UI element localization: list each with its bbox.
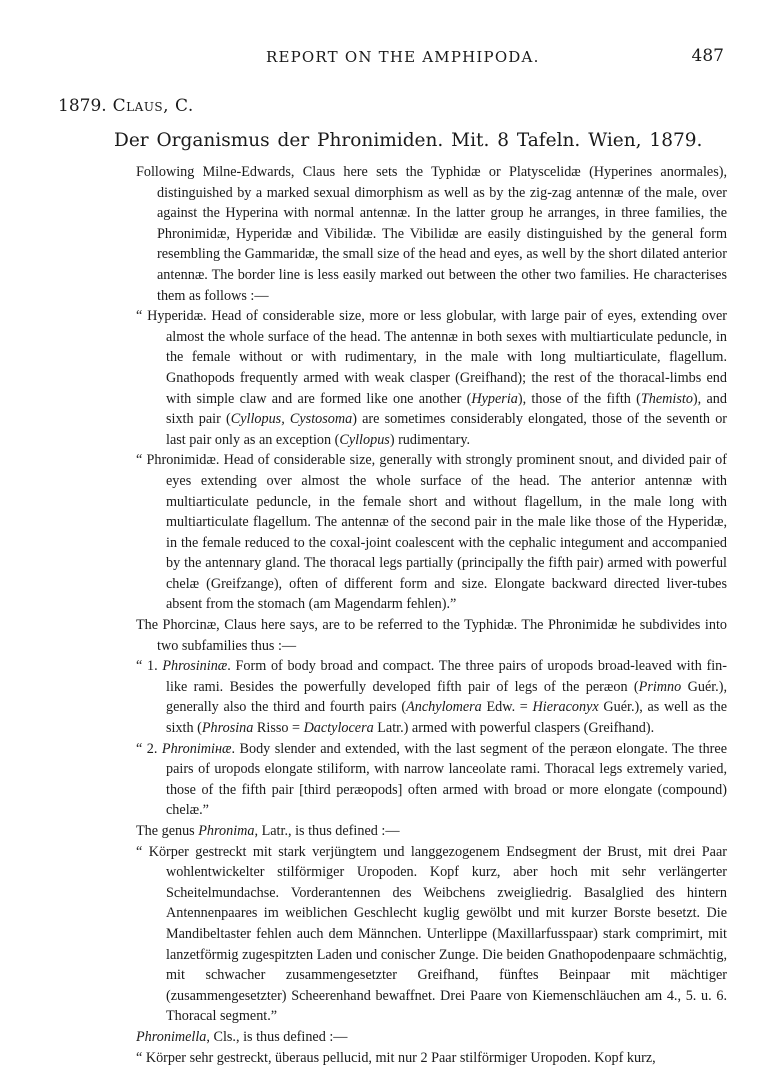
paragraph-phronimidae: “ Phronimidæ. Head of considerable size, generally with strongly prominent snout, and divided pair of eyes extending over almost the whole surface of the head. The anterior antennæ with multiarticulate peduncle, in the female short and without flagellum, in the male long with multiarticulate flagellum. The antennæ of the second pair in the male like those of the Hyperidæ, in the female reduced to the coxal-joint coalescent with the cephalic integument and accompanied by the antennary gland. The thoracal legs partially (principally the fifth pair) armed with powerful chelæ (Greifzange), often of different form and size. Elongate backward directed liver-tubes absent from the stomach (am Magendarm fehlen).”	[136, 452, 727, 613]
paragraph-genus-phronima: The genus Phronima, Latr., is thus defined :—	[136, 823, 400, 839]
entry-author: Claus, C.	[112, 96, 194, 116]
entry-heading	[58, 96, 194, 116]
article-body	[136, 162, 727, 1068]
paragraph-phroniminae: “ 2. Phronimінæ. Body slender and extended, with the last segment of the peræon elongate. The three pairs of uropods elongate stiliform, with narrow lanceolate rami. Thoracal legs extremely varied, those of the fifth pair [third peræopods] often armed with broad or more elongate (compound) chelæ.”	[136, 740, 727, 819]
paragraph-phronimella-definition: “ Körper sehr gestreckt, überaus pellucid, mit nur 2 Paar stilförmiger Uropoden. Kopf kurz,	[136, 1049, 656, 1066]
work-title: Der Organismus der Phronimiden. Mit. 8 Tafeln. Wien, 1879.	[114, 130, 703, 151]
running-title: REPORT ON THE AMPHIPODA.	[266, 48, 540, 66]
paragraph-intro: Following Milne-Edwards, Claus here sets the Typhidæ or Platyscelidæ (Hyperines anormales), distinguished by a marked sexual dimorphism as well as by the zig-zag antennæ of the male, over against the Hyperina with normal antennæ. In the latter group he arranges, in three families, the Phronimidæ, Hyperidæ and Vibilidæ. The Vibilidæ are easily distinguished by the general form resembling the Gammaridæ, the small size of the head and eyes, as well by the short dilated anterior antennæ. The border line is less easily marked out between the other two families. He characterises them as follows :—	[136, 164, 727, 304]
page-number: 487	[691, 46, 724, 66]
paragraph-phrosininae: “ 1. Phrosininæ. Form of body broad and compact. The three pairs of uropods broad-leaved with fin-like rami. Besides the powerfully developed fifth pair of legs of the peræon (Primno Guér.), generally also the third and fourth pairs (Anchylomera Edw. = Hieraconyx Guér.), as well as the sixth (Phrosina Risso = Dactylocera Latr.) armed with powerful claspers (Greifhand).	[136, 658, 727, 737]
entry-year: 1879.	[58, 96, 107, 116]
paragraph-genus-phronimella: Phronimella, Cls., is thus defined :—	[136, 1028, 348, 1045]
paragraph-hyperidae: “ Hyperidæ. Head of considerable size, more or less globular, with large pair of eyes, extending over almost the whole surface of the head. The antennæ in both sexes with multiarticulate peduncle, in the female without or with rudimentary, in the male with long multiarticulate, flagellum. Gnathopods frequently armed with weak clasper (Greifhand); the rest of the thoracal-limbs end with simple claw and are formed like one another (Hyperia), those of the fifth (Themisto), and sixth pair (Cyllopus, Cystosoma) are sometimes considerably elongated, those of the seventh or last pair only as an exception (Cyllopus) rudimentary.	[136, 308, 728, 448]
paragraph-phorcinae: The Phorcinæ, Claus here says, are to be referred to the Typhidæ. The Phronimidæ he subdivides into two subfamilies thus :—	[136, 617, 727, 654]
paragraph-phronima-definition: “ Körper gestreckt mit stark verjüngtem und langgezogenem Endsegment der Brust, mit drei Paar wohlentwickelter stilförmiger Uropoden. Kopf kurz, aber hoch mit sehr verlängerter Scheitelmundachse. Vorderantennen des Weibchens zweigliedrig. Basalglied des hintern Antennenpaares im weiblichen Geschlecht kuglig gewölbt und mit kurzer Borste besetzt. Die Mandibeltaster fehlen auch dem Männchen. Unterlippe (Maxillarfusspaar) stark comprimirt, mit lanzetförmig zugespitzten Laden und conischer Zunge. Die beiden Gnathopodenpaare schmächtig, mit schwacher zusammengesetzter Greifhand, fünftes Beinpaar mit mächtiger (zusammengesetzter) Scheerenhand bewaffnet. Drei Paare von Kiemenschläuchen am 4., 5. u. 6. Thoracal segment.”	[136, 843, 727, 1025]
